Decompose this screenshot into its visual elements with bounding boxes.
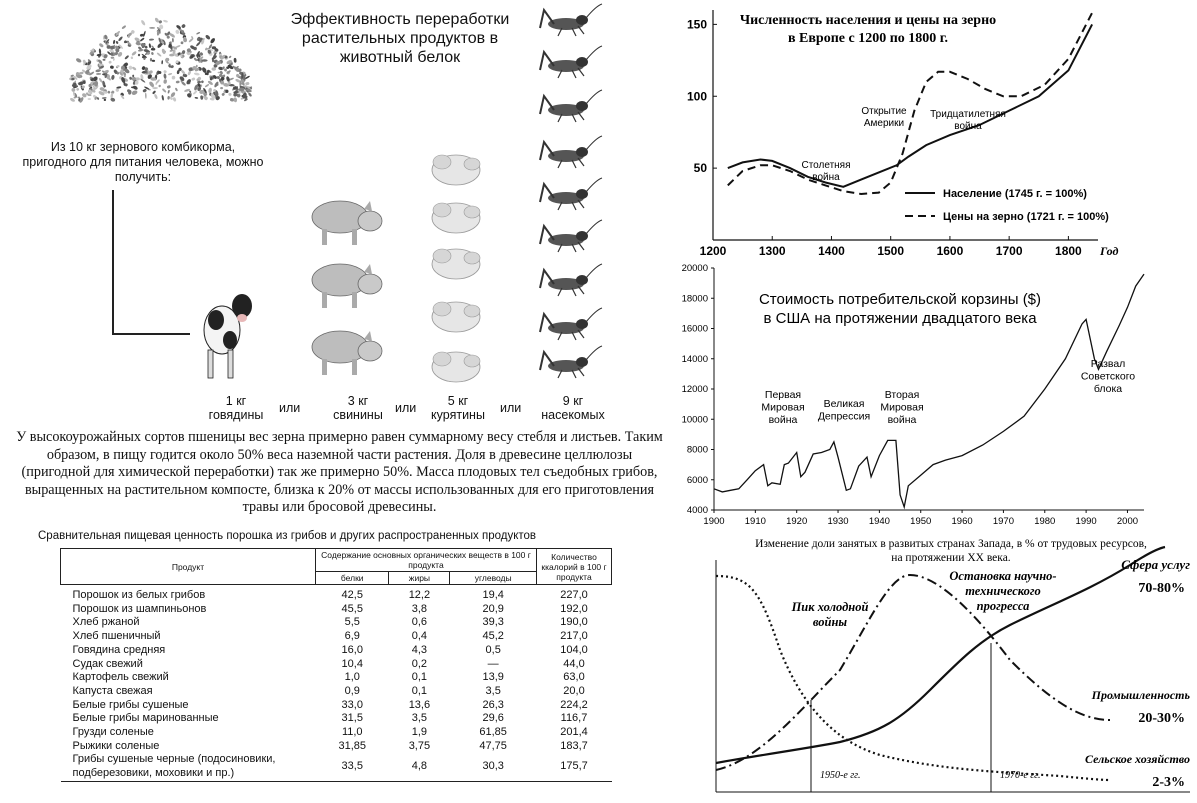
chart1-legend-price: Цены на зерно (1721 г. = 100%) bbox=[943, 211, 1109, 223]
chart2-x-tick-label: 1980 bbox=[1034, 516, 1056, 527]
chart1-x-tick-label: 1600 bbox=[936, 244, 964, 258]
chart1-annotation: Тридцатилетняя война bbox=[930, 109, 1006, 132]
table-cell-value: 10,4 bbox=[341, 657, 363, 670]
chart3-title: Изменение доли занятых в развитых странах Запада, в % от трудовых ресурсов, на протяжении XX века. bbox=[755, 538, 1147, 564]
table-cell-value: 20,9 bbox=[482, 602, 504, 615]
table-cell-value: 5,5 bbox=[344, 616, 360, 629]
table-cell-value: 3,75 bbox=[408, 739, 431, 752]
table-cell-product: Говядина средняя bbox=[72, 643, 166, 656]
chart3-series-label: Промышленность bbox=[1091, 688, 1190, 702]
table-cell-value: 12,2 bbox=[408, 589, 431, 601]
chart2-annotation: Первая Мировая война bbox=[761, 389, 805, 426]
or-label: или bbox=[279, 401, 301, 415]
chart2-title: Стоимость потребительской корзины ($) в США на протяжении двадцатого века bbox=[758, 291, 1042, 327]
table-cell-value: 227,0 bbox=[560, 589, 588, 601]
chart1-x-tick-label: 1800 bbox=[1055, 244, 1082, 258]
chart3-annotation: Пик холодной войны bbox=[791, 600, 869, 629]
chart3-mark-1950-label: 1950-е гг. bbox=[820, 770, 861, 781]
table-cell-value: 224,2 bbox=[560, 698, 588, 711]
infographic-title: Эффективность переработки растительных продуктов в животный белок bbox=[290, 11, 510, 66]
chart3-services-line bbox=[716, 547, 1165, 763]
chart3-series-value: 20-30% bbox=[1138, 711, 1185, 726]
chart2-y-tick-label: 12000 bbox=[681, 384, 708, 395]
chart2-x-tick-label: 1960 bbox=[951, 516, 973, 527]
table-cell-value: 29,6 bbox=[482, 712, 504, 725]
table-cell-value: 11,0 bbox=[341, 726, 363, 739]
option-pork-label: 3 кг свинины bbox=[333, 394, 383, 422]
chart2-y-tick-label: 14000 bbox=[681, 353, 708, 365]
table-cell-product: Рыжики соленые bbox=[72, 739, 160, 752]
table-cell-value: 13,6 bbox=[408, 698, 431, 711]
chart2-x-tick-label: 1950 bbox=[910, 516, 932, 527]
chart2-y-tick-label: 4000 bbox=[686, 505, 708, 516]
chart2-y-tick-label: 18000 bbox=[681, 293, 708, 305]
chart2-x-tick-label: 1910 bbox=[744, 516, 766, 527]
table-cell-value: 19,4 bbox=[482, 589, 504, 601]
table-cell-product: Хлеб пшеничный bbox=[72, 630, 161, 643]
table-cell-value: 201,4 bbox=[560, 726, 588, 739]
table-cell-value: 0,2 bbox=[411, 657, 428, 670]
col-product-header: Продукт bbox=[61, 549, 316, 585]
chart3-series-label: Сельское хозяйство bbox=[1085, 752, 1190, 766]
table-cell-value: 0,1 bbox=[411, 684, 428, 697]
chart3-series-value: 70-80% bbox=[1138, 581, 1185, 596]
table-cell-value: 33,0 bbox=[341, 698, 363, 711]
table-cell-value: 33,5 bbox=[316, 753, 389, 781]
table-cell-value: 31,85 bbox=[338, 739, 366, 752]
table-cell-value: 0,4 bbox=[411, 630, 428, 643]
chart1-population-line bbox=[728, 24, 1092, 186]
chart2-y-tick-label: 20000 bbox=[681, 263, 708, 274]
chart2-x-tick-label: 1920 bbox=[786, 516, 808, 527]
chart1-x-tick-label: 1500 bbox=[877, 244, 905, 258]
table-cell-value: 30,3 bbox=[450, 753, 537, 781]
table-cell-value: 217,0 bbox=[560, 630, 588, 643]
chart1-x-tick-label: 1300 bbox=[758, 244, 786, 258]
chart3-series-value: 2-3% bbox=[1152, 775, 1185, 790]
col-kcal-header: Количество ккалорий в 100 г продукта bbox=[537, 549, 612, 585]
table-cell-value: 116,7 bbox=[560, 712, 588, 725]
chart1-x-axis-label: Год bbox=[1100, 244, 1119, 258]
chart2-annotation: Вторая Мировая война bbox=[880, 389, 924, 426]
table-cell-product: Хлеб ржаной bbox=[72, 616, 140, 629]
chart2-x-tick-label: 1900 bbox=[703, 516, 725, 527]
table-cell-value: 42,5 bbox=[341, 589, 363, 601]
wheat-paragraph: У высокоурожайных сортов пшеницы вес зерна примерно равен суммарному весу стебля и листьев. Таким образом, в пищу годится около 50% веса наземной части растения. Доля в древесине целлюлозы (пригодной для химической переработки) так же примерно 50%. Масса плодовых тел съедобных грибов, выращенных на растительном компосте, близка к 20% от массы использованных для его приготовления травы или бросовой древесины. bbox=[16, 429, 663, 515]
col-protein-header: белки bbox=[316, 572, 389, 585]
table-cell-product: Порошок из белых грибов bbox=[72, 589, 206, 601]
chart1-x-tick-label: 1400 bbox=[818, 244, 845, 258]
table-cell-value: 20,0 bbox=[563, 684, 585, 697]
table-cell-product: Грузди соленые bbox=[72, 726, 154, 739]
table-cell-value: 3,5 bbox=[485, 684, 501, 697]
option-chicken-label: 5 кг курятины bbox=[431, 394, 485, 422]
chart2-y-tick-label: 6000 bbox=[686, 474, 708, 486]
table-cell-value: 6,9 bbox=[344, 630, 360, 643]
table-cell-value: 61,85 bbox=[479, 726, 507, 739]
chart2-y-tick-label: 10000 bbox=[681, 414, 708, 426]
col-fat-header: жиры bbox=[389, 572, 450, 585]
chart2-annotation: Великая Депрессия bbox=[817, 398, 871, 423]
chart2-y-tick-label: 8000 bbox=[686, 444, 708, 456]
chart1-annotation: Столетняя война bbox=[801, 160, 851, 183]
chart1-y-tick-label: 150 bbox=[686, 17, 707, 32]
or-label: или bbox=[395, 401, 417, 415]
chart3-series-label: Сфера услуг bbox=[1121, 557, 1190, 572]
table-cell-value: 3,8 bbox=[411, 602, 428, 615]
table-cell-product: Белые грибы сушеные bbox=[72, 698, 189, 711]
chart2-x-tick-label: 1930 bbox=[827, 516, 849, 527]
table-cell-value: 0,9 bbox=[344, 684, 360, 697]
chart1-y-tick-label: 100 bbox=[686, 89, 707, 104]
table-cell-value: 31,5 bbox=[341, 712, 363, 725]
table-cell-value: 45,5 bbox=[341, 602, 363, 615]
table-cell-value: 1,9 bbox=[411, 726, 428, 739]
chart2-x-tick-label: 1970 bbox=[992, 516, 1014, 527]
table-cell-value: 47,75 bbox=[479, 739, 507, 752]
chart2-annotation: Развал Советского блока bbox=[1080, 358, 1136, 395]
table-cell-value: 0,5 bbox=[485, 643, 501, 656]
chart1-title: Численность населения и цены на зерно в Европе с 1200 по 1800 г. bbox=[739, 13, 997, 46]
infographic-intro: Из 10 кг зернового комбикорма, пригодного для питания человека, можно получить: bbox=[22, 140, 264, 184]
table-cell-value: 190,0 bbox=[560, 616, 588, 629]
table-cell-value: 192,0 bbox=[560, 602, 588, 615]
chart2-x-tick-label: 1940 bbox=[868, 516, 890, 527]
col-group-header: Содержание основных органических веществ в 100 г продукта bbox=[316, 549, 537, 572]
option-beef-label: 1 кг говядины bbox=[208, 394, 264, 422]
chart1-x-tick-label: 1200 bbox=[699, 244, 727, 258]
chart1-y-tick-label: 50 bbox=[693, 161, 707, 176]
table-cell-value: 3,5 bbox=[411, 712, 428, 725]
table-cell-value: 183,7 bbox=[560, 739, 588, 752]
chart2-x-tick-label: 2000 bbox=[1116, 516, 1139, 527]
chart2-x-tick-label: 1990 bbox=[1075, 516, 1097, 527]
chart1-legend-population: Население (1745 г. = 100%) bbox=[943, 188, 1087, 200]
chart1-x-tick-label: 1700 bbox=[995, 244, 1023, 258]
chart3-annotation: Остановка научно-технического прогресса bbox=[949, 569, 1057, 613]
table-cell-product: Капуста свежая bbox=[72, 684, 153, 697]
chart2-y-tick-label: 16000 bbox=[681, 323, 708, 335]
table-cell-value: 45,2 bbox=[482, 630, 504, 643]
table-cell-product: Порошок из шампиньонов bbox=[72, 602, 207, 615]
table-cell-product: Картофель свежий bbox=[72, 671, 169, 684]
table-title: Сравнительная пищевая ценность порошка из грибов и других распространенных продуктов bbox=[38, 530, 537, 542]
table-cell-product: Грибы сушеные черные (подосиновики, подберезовики, моховики и пр.) bbox=[61, 753, 316, 781]
table-cell-value: — bbox=[487, 657, 499, 670]
table-cell-product: Белые грибы маринованные bbox=[72, 712, 219, 725]
table-cell-product: Судак свежий bbox=[72, 657, 143, 670]
table-cell-value: 16,0 bbox=[341, 643, 363, 656]
table-cell-value: 63,0 bbox=[563, 671, 585, 684]
table-cell-value: 1,0 bbox=[344, 671, 360, 684]
table-cell-value: 26,3 bbox=[482, 698, 504, 711]
table-cell-value: 0,1 bbox=[411, 671, 428, 684]
chart3-industry-line bbox=[716, 575, 1110, 770]
table-cell-value: 4,3 bbox=[411, 643, 428, 656]
table-cell-value: 13,9 bbox=[482, 671, 504, 684]
table-cell-value: 4,8 bbox=[389, 753, 450, 781]
option-insects-label: 9 кг насекомых bbox=[541, 394, 605, 422]
table-cell-value: 44,0 bbox=[563, 657, 585, 670]
chart1-annotation: Открытие Америки bbox=[861, 106, 907, 129]
table-cell-value: 175,7 bbox=[537, 753, 612, 781]
chart3-mark-1970-label: 1970-е гг. bbox=[1000, 770, 1041, 781]
table-cell-value: 104,0 bbox=[560, 643, 588, 656]
col-carbs-header: углеводы bbox=[450, 572, 537, 585]
table-cell-value: 39,3 bbox=[482, 616, 504, 629]
table-cell-value: 0,6 bbox=[411, 616, 428, 629]
or-label: или bbox=[500, 401, 522, 415]
